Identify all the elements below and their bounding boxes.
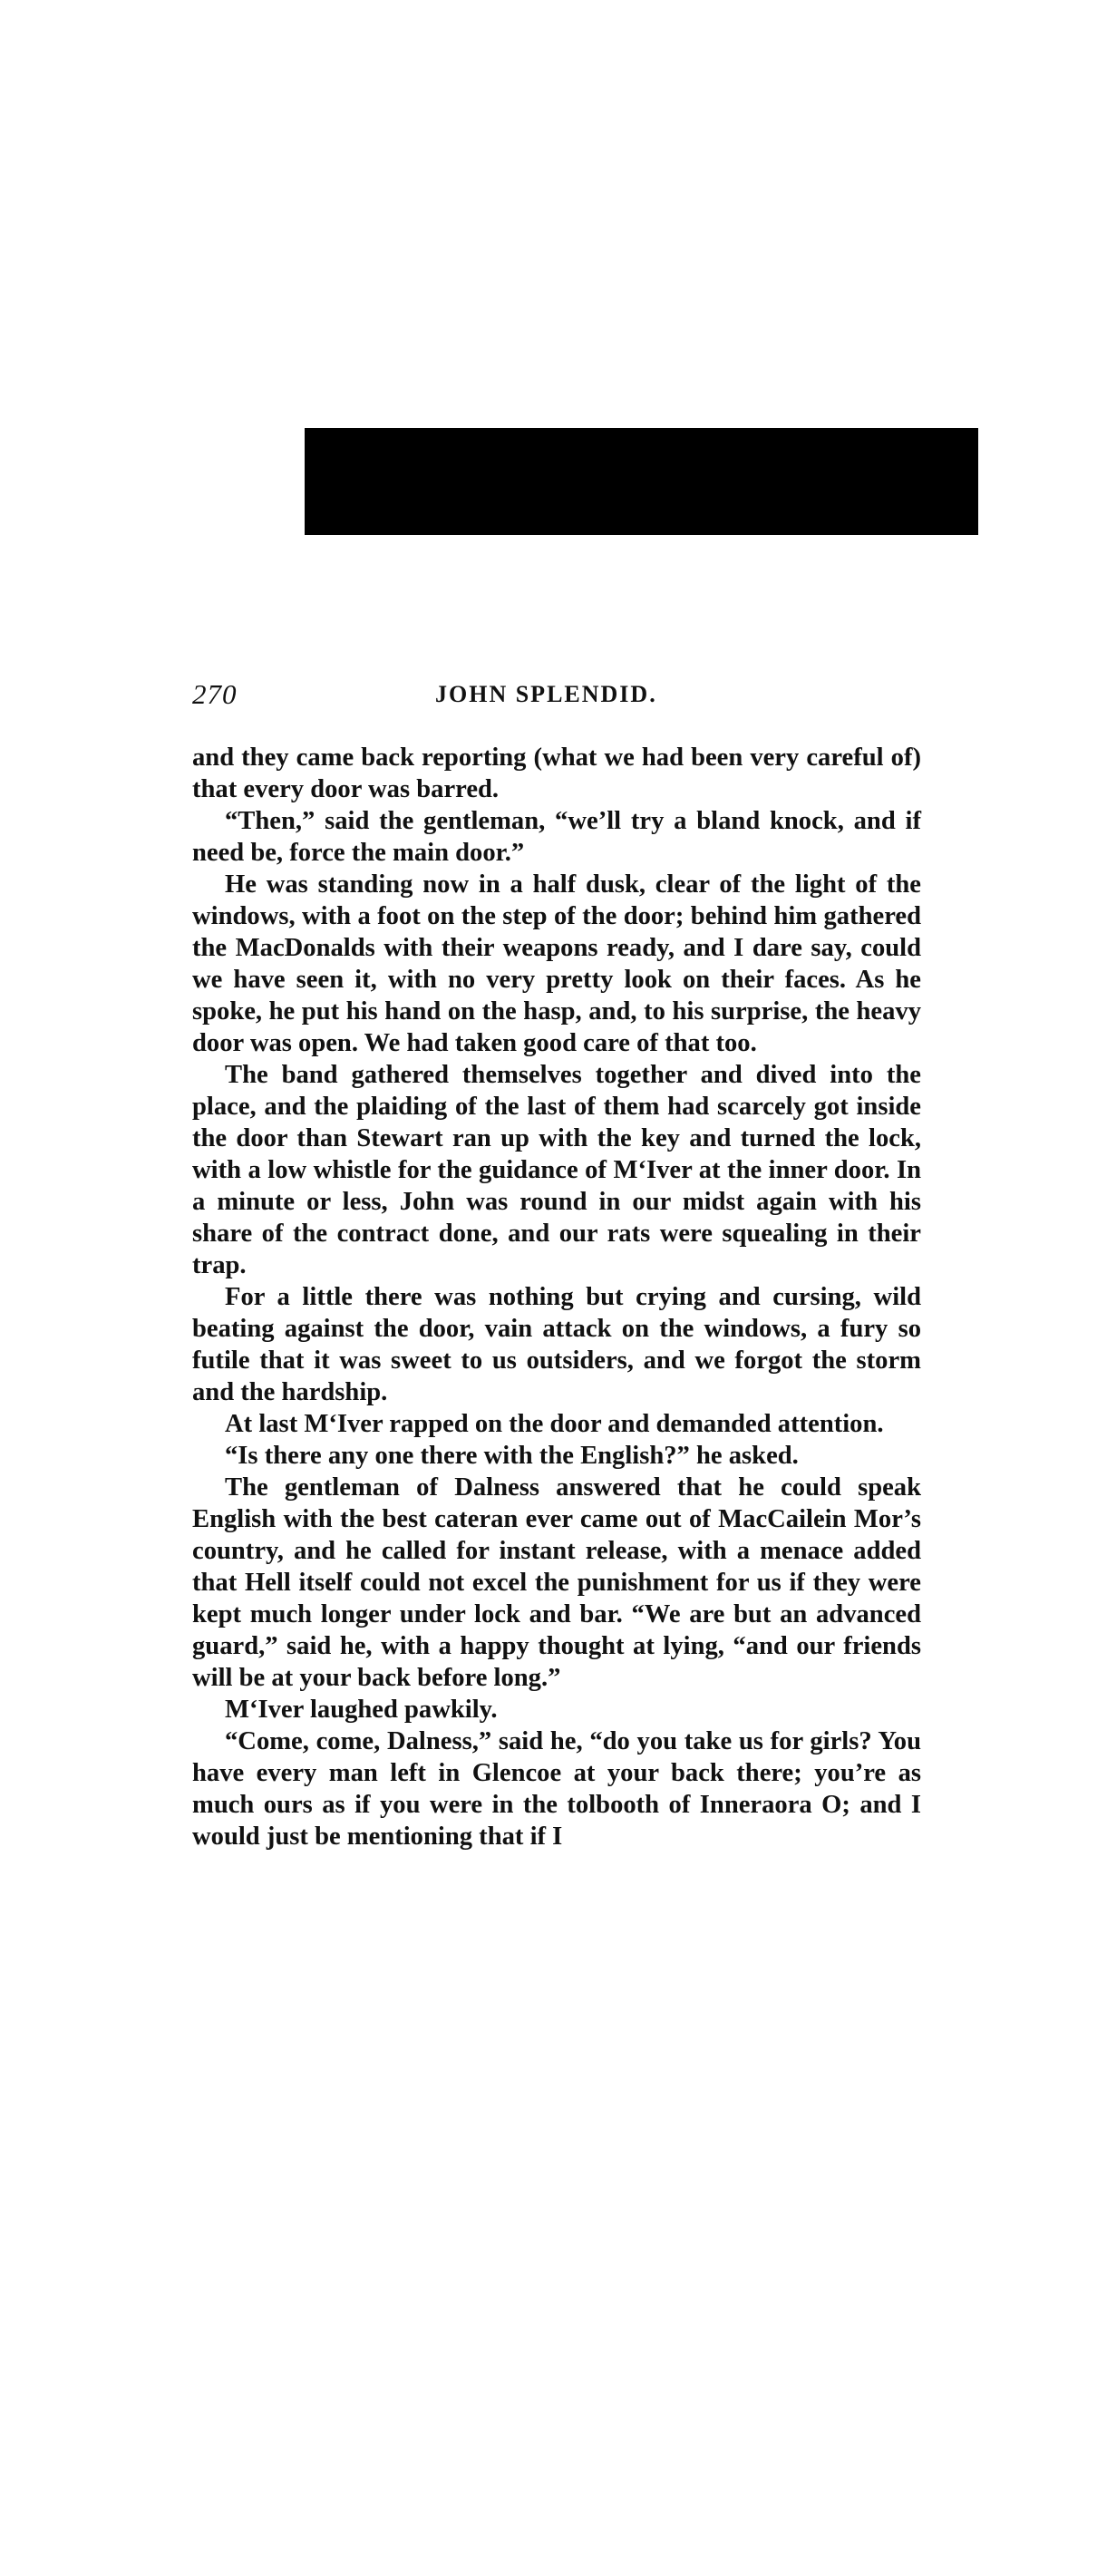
paragraph-9: M‘Iver laughed pawkily. [225, 1696, 498, 1724]
body-text [192, 742, 921, 1852]
paragraph-8: The gentleman of Dalness answered that he could speak English with the best cateran ever came out of MacCailein Mor’s country, and he called for instant release, with a menace added that Hell itself could not excel the punishment for us if they were kept much longer under lock and bar. “We are but an advanced guard,” said he, with a happy thought at lying, “and our friends will be at your back before long.” [192, 1473, 921, 1692]
page-number: 270 [192, 678, 238, 710]
paragraph-7: “Is there any one there with the English?” he asked. [225, 1442, 799, 1470]
paragraph-2: “Then,” said the gentleman, “we’ll try a bland knock, and if need be, force the main door.” [192, 807, 921, 867]
paragraph-3: He was standing now in a half dusk, clear of the light of the windows, with a foot on the step of the door; behind him gathered the MacDonalds with their weapons ready, and I dare say, could we have seen it, with no very pretty look on their faces. As he spoke, he put his hand on the hasp, and, to his surprise, the heavy door was open. We had taken good care of that too. [192, 870, 921, 1057]
paragraph-6: At last M‘Iver rapped on the door and demanded attention. [225, 1410, 884, 1438]
running-title: JOHN SPLENDID. [435, 681, 657, 707]
paragraph-5: For a little there was nothing but crying and cursing, wild beating against the door, vain attack on the windows, a fury so futile that it was sweet to us outsiders, and we forgot the storm and the hardship. [192, 1283, 921, 1406]
page-header [192, 678, 921, 714]
black-redaction-bar [305, 428, 978, 535]
paragraph-4: The band gathered themselves together and dived into the place, and the plaiding of the last of them had scarcely got inside the door than Stewart ran up with the key and turned the lock, with a low whistle for the guidance of M‘Iver at the inner door. In a minute or less, John was round in our midst again with his share of the contract done, and our rats were squealing in their trap. [192, 1061, 921, 1279]
paragraph-1: and they came back reporting (what we had been very careful of) that every door was barred. [192, 744, 921, 803]
paragraph-10: “Come, come, Dalness,” said he, “do you take us for girls? You have every man left in Glencoe at your back there; you’re as much ours as if you were in the tolbooth of Inneraora O; and I would just be mentioning that if I [192, 1727, 921, 1851]
